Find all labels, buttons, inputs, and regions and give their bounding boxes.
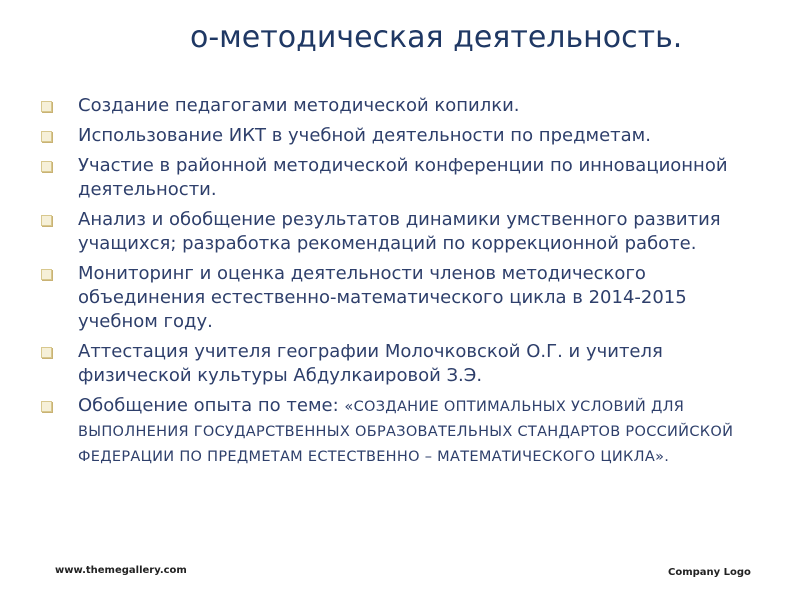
square-bullet-icon [41,131,52,142]
footer-url: www.themegallery.com [55,565,187,576]
bullet-text: Обобщение опыта по теме: [78,395,345,416]
square-bullet-icon [41,401,52,412]
bullet-text: Создание педагогами методической копилки. [78,95,520,116]
square-bullet-icon [41,215,52,226]
slide-title: о-методическая деятельность. [190,20,683,55]
company-logo: Company Logo [668,567,751,578]
square-bullet-icon [41,101,52,112]
bullet-item-7 [38,394,758,469]
bullet-item-2 [38,124,758,148]
bullet-text: Использование ИКТ в учебной деятельности по предметам. [78,125,651,146]
bullet-item-4 [38,208,758,256]
bullet-item-6 [38,340,758,388]
square-bullet-icon [41,161,52,172]
bullet-list [38,94,758,475]
bullet-text: Мониторинг и оценка деятельности членов методического объединения естественно-математического цикла в 2014-2015 учебном году. [78,263,687,332]
square-bullet-icon [41,269,52,280]
bullet-item-5 [38,262,758,334]
bullet-caps-text: «СОЗДАНИЕ ОПТИМАЛЬНЫХ УСЛОВИЙ ДЛЯ ВЫПОЛНЕНИЯ ГОСУДАРСТВЕННЫХ ОБРАЗОВАТЕЛЬНЫХ СТАНДАРТОВ РОССИЙСКОЙ ФЕДЕРАЦИИ ПО ПРЕДМЕТАМ ЕСТЕСТВЕННО – МАТЕМАТИЧЕСКОГО ЦИКЛА». [78,399,734,465]
bullet-item-3 [38,154,758,202]
bullet-item-1 [38,94,758,118]
square-bullet-icon [41,347,52,358]
bullet-text: Аттестация учителя географии Молочковской О.Г. и учителя физической культуры Абдулкаировой З.Э. [78,341,663,386]
bullet-text: Анализ и обобщение результатов динамики умственного развития учащихся; разработка рекомендаций по коррекционной работе. [78,209,721,254]
bullet-text: Участие в районной методической конференции по инновационной деятельности. [78,155,728,200]
